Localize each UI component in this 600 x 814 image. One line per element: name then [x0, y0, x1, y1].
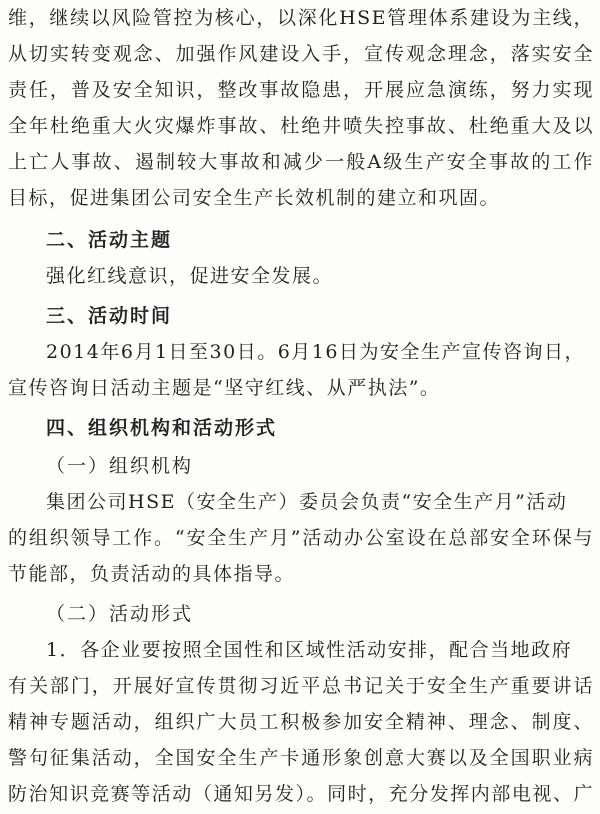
paragraph-line: 责任，普及安全知识，整改事故隐患，开展应急演练，努力实现 — [8, 79, 594, 101]
section-text: 宣传咨询日活动主题是“坚守红线、从严执法”。 — [8, 377, 441, 399]
paragraph-line: 从切实转变观念、加强作风建设入手，宣传观念理念，落实安全 — [8, 43, 594, 65]
paragraph-line: 1．各企业要按照全国性和区域性活动安排，配合当地政府 — [46, 639, 573, 661]
section-text: 强化红线意识，促进安全发展。 — [46, 265, 334, 287]
paragraph-line: 的组织领导工作。“安全生产月”活动办公室设在总部安全环保与 — [8, 527, 594, 549]
paragraph-line: 有关部门，开展好宣传贯彻习近平总书记关于安全生产重要讲话 — [8, 675, 594, 697]
paragraph-line: 警句征集活动，全国安全生产卡通形象创意大赛以及全国职业病 — [8, 747, 594, 769]
section-heading: 四、组织机构和活动形式 — [46, 417, 278, 439]
subsection-heading: （二）活动形式 — [46, 603, 194, 625]
paragraph-line: 目标，促进集团公司安全生产长效机制的建立和巩固。 — [8, 187, 501, 209]
paragraph-line: 全年杜绝重大火灾爆炸事故、杜绝井喷失控事故、杜绝重大及以 — [8, 115, 594, 137]
paragraph-line: 上亡人事故、遏制较大事故和减少一般A级生产安全事故的工作 — [8, 151, 594, 173]
paragraph-line: 防治知识竞赛等活动（通知另发）。同时，充分发挥内部电视、广 — [8, 783, 594, 805]
section-text: 2014年6月1日至30日。6月16日为安全生产宣传咨询日， — [46, 341, 585, 363]
section-heading: 三、活动时间 — [46, 305, 173, 327]
subsection-heading: （一）组织机构 — [46, 455, 194, 477]
paragraph-line: 精神专题活动，组织广大员工积极参加安全精神、理念、制度、 — [8, 711, 594, 733]
section-heading: 二、活动主题 — [46, 229, 173, 251]
paragraph-line: 集团公司HSE（安全生产）委员会负责“安全生产月”活动 — [46, 491, 568, 513]
paragraph-line: 维，继续以风险管控为核心，以深化HSE管理体系建设为主线， — [8, 7, 594, 29]
paragraph-line: 节能部，负责活动的具体指导。 — [8, 563, 296, 585]
